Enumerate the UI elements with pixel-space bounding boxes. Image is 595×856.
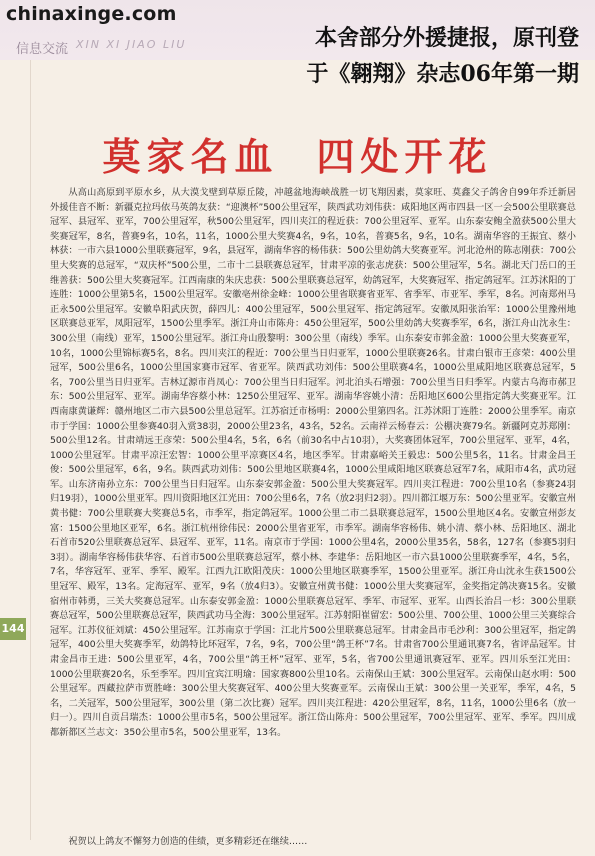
headline (139, 20, 579, 92)
headline-line-2: 于《翱翔》杂志06年第一期 (306, 61, 579, 87)
section-pinyin: XIN XI JIAO LIU (76, 38, 187, 51)
page-number: 144 (0, 618, 26, 640)
closing-line: 祝贺以上鸽友不懈努力创造的佳绩，更多精彩还在继续…… (68, 836, 308, 847)
headline-line-1: 本舍部分外援捷报，原刊登 (314, 25, 579, 51)
body-paragraph: 从高山高原到平原水乡，从大漠戈壁到草原丘陵，冲越盆地海峡战胜一切飞翔因素，莫家旺、莫鑫父子鸽舍自99年乔迁新居外援佳音不断：新疆克拉玛依马英鸽友获：“迎澳杯”500公里冠军，陕西武功刘伟获：咸阳地区两市四县一区一会500公里联赛总冠军、县冠军、亚军，700公里冠军，秋500公里冠军，四川夹江的程近获：700公里冠军、亚军。山东泰安鲍全盈获500公里大奖赛冠军，8名，普赛9名，10名，11名，1000公里大奖赛4名，9名，10名，普赛5名，9名，10名。湖南华容的王振宜、蔡小林获：一市六县1000公里联赛冠军，9名，县冠军，湖南华容的杨伟获：500公里幼鸽大奖赛亚军。河北沧州的陈志刚获：700公里大奖赛的总冠军，“双庆杯”500公里，二市十二县联赛总冠军，甘肃平凉的张志虎获：500公里冠军，5名。湖北天门岳口的王维善获：500公里大奖赛冠军。江西南康的朱庆忠获：500公里联赛总冠军，幼鸽冠军，大奖赛冠军、指定鸽冠军。江苏沭阳的丁连胜：1000公里第5名，1500公里冠军。安徽亳州徐金峰：1000公里省联赛省亚军、省季军、市亚军、季军，8名。河南郑州马正永500公里冠军。安徽阜阳武庆贺，薛四儿：400公里冠军，500公里冠军、指定鸽冠军。安徽凤阳张治军：1000公里豫州地区联赛总亚军，凤阳冠军，1500公里季军。浙江舟山市陈舟：450公里冠军，500公里幼鸽大奖赛季军，6名，浙江舟山沈永生：300公里（南线）亚军，1500公里冠军。浙江舟山殷黎明：300公里（南线）季军。山东泰安市郭金盈：1000公里大奖赛亚军，10名，1000公里锦标赛5名，8名。四川夹江的程近：700公里当日归亚军，1000公里联赛26名。甘肃白银市王彦荣：400公里冠军，500公里6名，1000公里国家赛市冠军、省亚军。陕西武功刘伟：500公里联赛4名，1000公里咸阳地区联赛总冠军，5名，700公里当日归亚军。吉林辽源市肖凤心：700公里当日归冠军。河北泊头石增强：700公里当日归季军。内蒙古乌海市郝卫东：500公里冠军、亚军。湖南华容蔡小林：1250公里冠军、亚军。湖南华容姚小清：岳阳地区600公里指定鸽大奖赛亚军。江西南康黄谦辉：赣州地区二市六县500公里总冠军。江苏宿迁市杨明：2000公里第四名。江苏沭阳丁连胜：2000公里季军。南京市于学国：1000公里参赛40羽入赏38羽，2000公里23名，43名，52名。云南祥云杨春云：公棚决赛79名。新疆阿克苏郑刚：500公里12名。甘肃靖远王彦荣：500公里4名，5名，6名（前30名中占10羽），大奖赛团体冠军，700公里冠军、亚军，4名，1000公里冠军。甘肃平凉汪宏智：1000公里平凉赛区4名，地区季军。甘肃嘉峪关王毅忠：500公里5名，11名。甘肃金昌王俊：500公里冠军，6名，9名。陕西武功刘伟：500公里地区联赛4名，1000公里咸阳地区联赛总冠军7名，咸阳市4名，武功冠军。山东济南孙立东：700公里当日归冠军。山东泰安郭金盈：500公里大奖赛冠军。四川夹江程进：700公里10名（参赛24羽归19羽），1000公里亚军。四川资阳地区江光田：700公里6名，7名（放2羽归2羽）。四川都江堰万东：500公里亚军。安徽宣州黄书健：700公里联赛大奖赛总5名，市季军，指定鸽冠军。1000公里二市二县联赛总冠军，1500公里地区4名。安徽宣州彭友富：1500公里地区亚军，6名。浙江杭州徐伟民：2000公里省亚军，市季军。湖南华容杨伟、姚小清、蔡小林、岳阳地区、湖北石首市520公里联赛总冠军、县冠军、亚军，11名。南京市于学国：1000公里4名，2000公里35名，58名，127名（参赛5羽归3羽）。湖南华容杨伟获华容、石首市500公里联赛总冠军，蔡小林、李建华：岳阳地区一市六县1000公里联赛季军，4名，5名，7名，华容冠军、亚军、季军、殿军。江西九江欧阳茂庆：1000公里地区联赛季军，1500公里亚军。浙江舟山沈永生获1500公里冠军、殿军，13名。定海冠军、亚军，9名（放4归3）。安徽宣州黄书健：1000公里大奖赛冠军，金奖指定鸽决赛15名。安徽宿州市韩勇，三关大奖赛总冠军。山东泰安郭金盈：1000公里联赛总冠军、季军、市冠军、亚军。山西长治吕一杉：300公里联赛总冠军，500公里联赛总冠军，陕西武功马全海：300公里冠军。江苏射阳崔留宏：500公里、700公里、1000公里三关赛综合冠军。江苏仪征刘斌：450公里冠军。江苏南京于学国：江北片500公里联赛总冠军。甘肃金昌市毛沙利：300公里冠军，指定鸽冠军，400公里大奖赛季军，幼鸽特比环冠军，7名，9名，700公里“鸽王杯”7名。甘肃省700公里通讯赛7名，省评品冠军。甘肃金昌市王进：500公里亚军，4名，700公里“鸽王杯”冠军、亚军，5名，省700公里通讯赛冠军、亚军。四川乐至江光田：1000公里联赛20名，乐至季军。四川宜宾江明瑜：国家赛800公里10名。云南保山王斌：300公里冠军。云南保山赵水明：500公里冠军。西藏拉萨市贾胜峰：300公里大奖赛冠军、400公里大奖赛亚军。云南保山王斌：300公里一关亚军，季军，4名，5名，二关冠军，500公里冠军，300公里（第二次比赛）冠军。四川夹江程进：420公里冠军，8名，11名，1000公里6名（放一归一）。四川自贡吕瑞杰：1000公里市5名，500公里冠军。浙江岱山陈舟：500公里冠军，700公里冠军、亚军、季军。四川成都新都区兰志文：350公里市5名，500公里亚军，13名。 (50, 187, 576, 738)
title-part-1: 莫家名血 (102, 134, 279, 179)
site-watermark: chinaxinge.com (6, 3, 177, 25)
title-part-2: 四处开花 (316, 134, 493, 179)
section-label: 信息交流 (16, 42, 69, 57)
article-title (0, 126, 595, 181)
article-body (50, 186, 576, 822)
